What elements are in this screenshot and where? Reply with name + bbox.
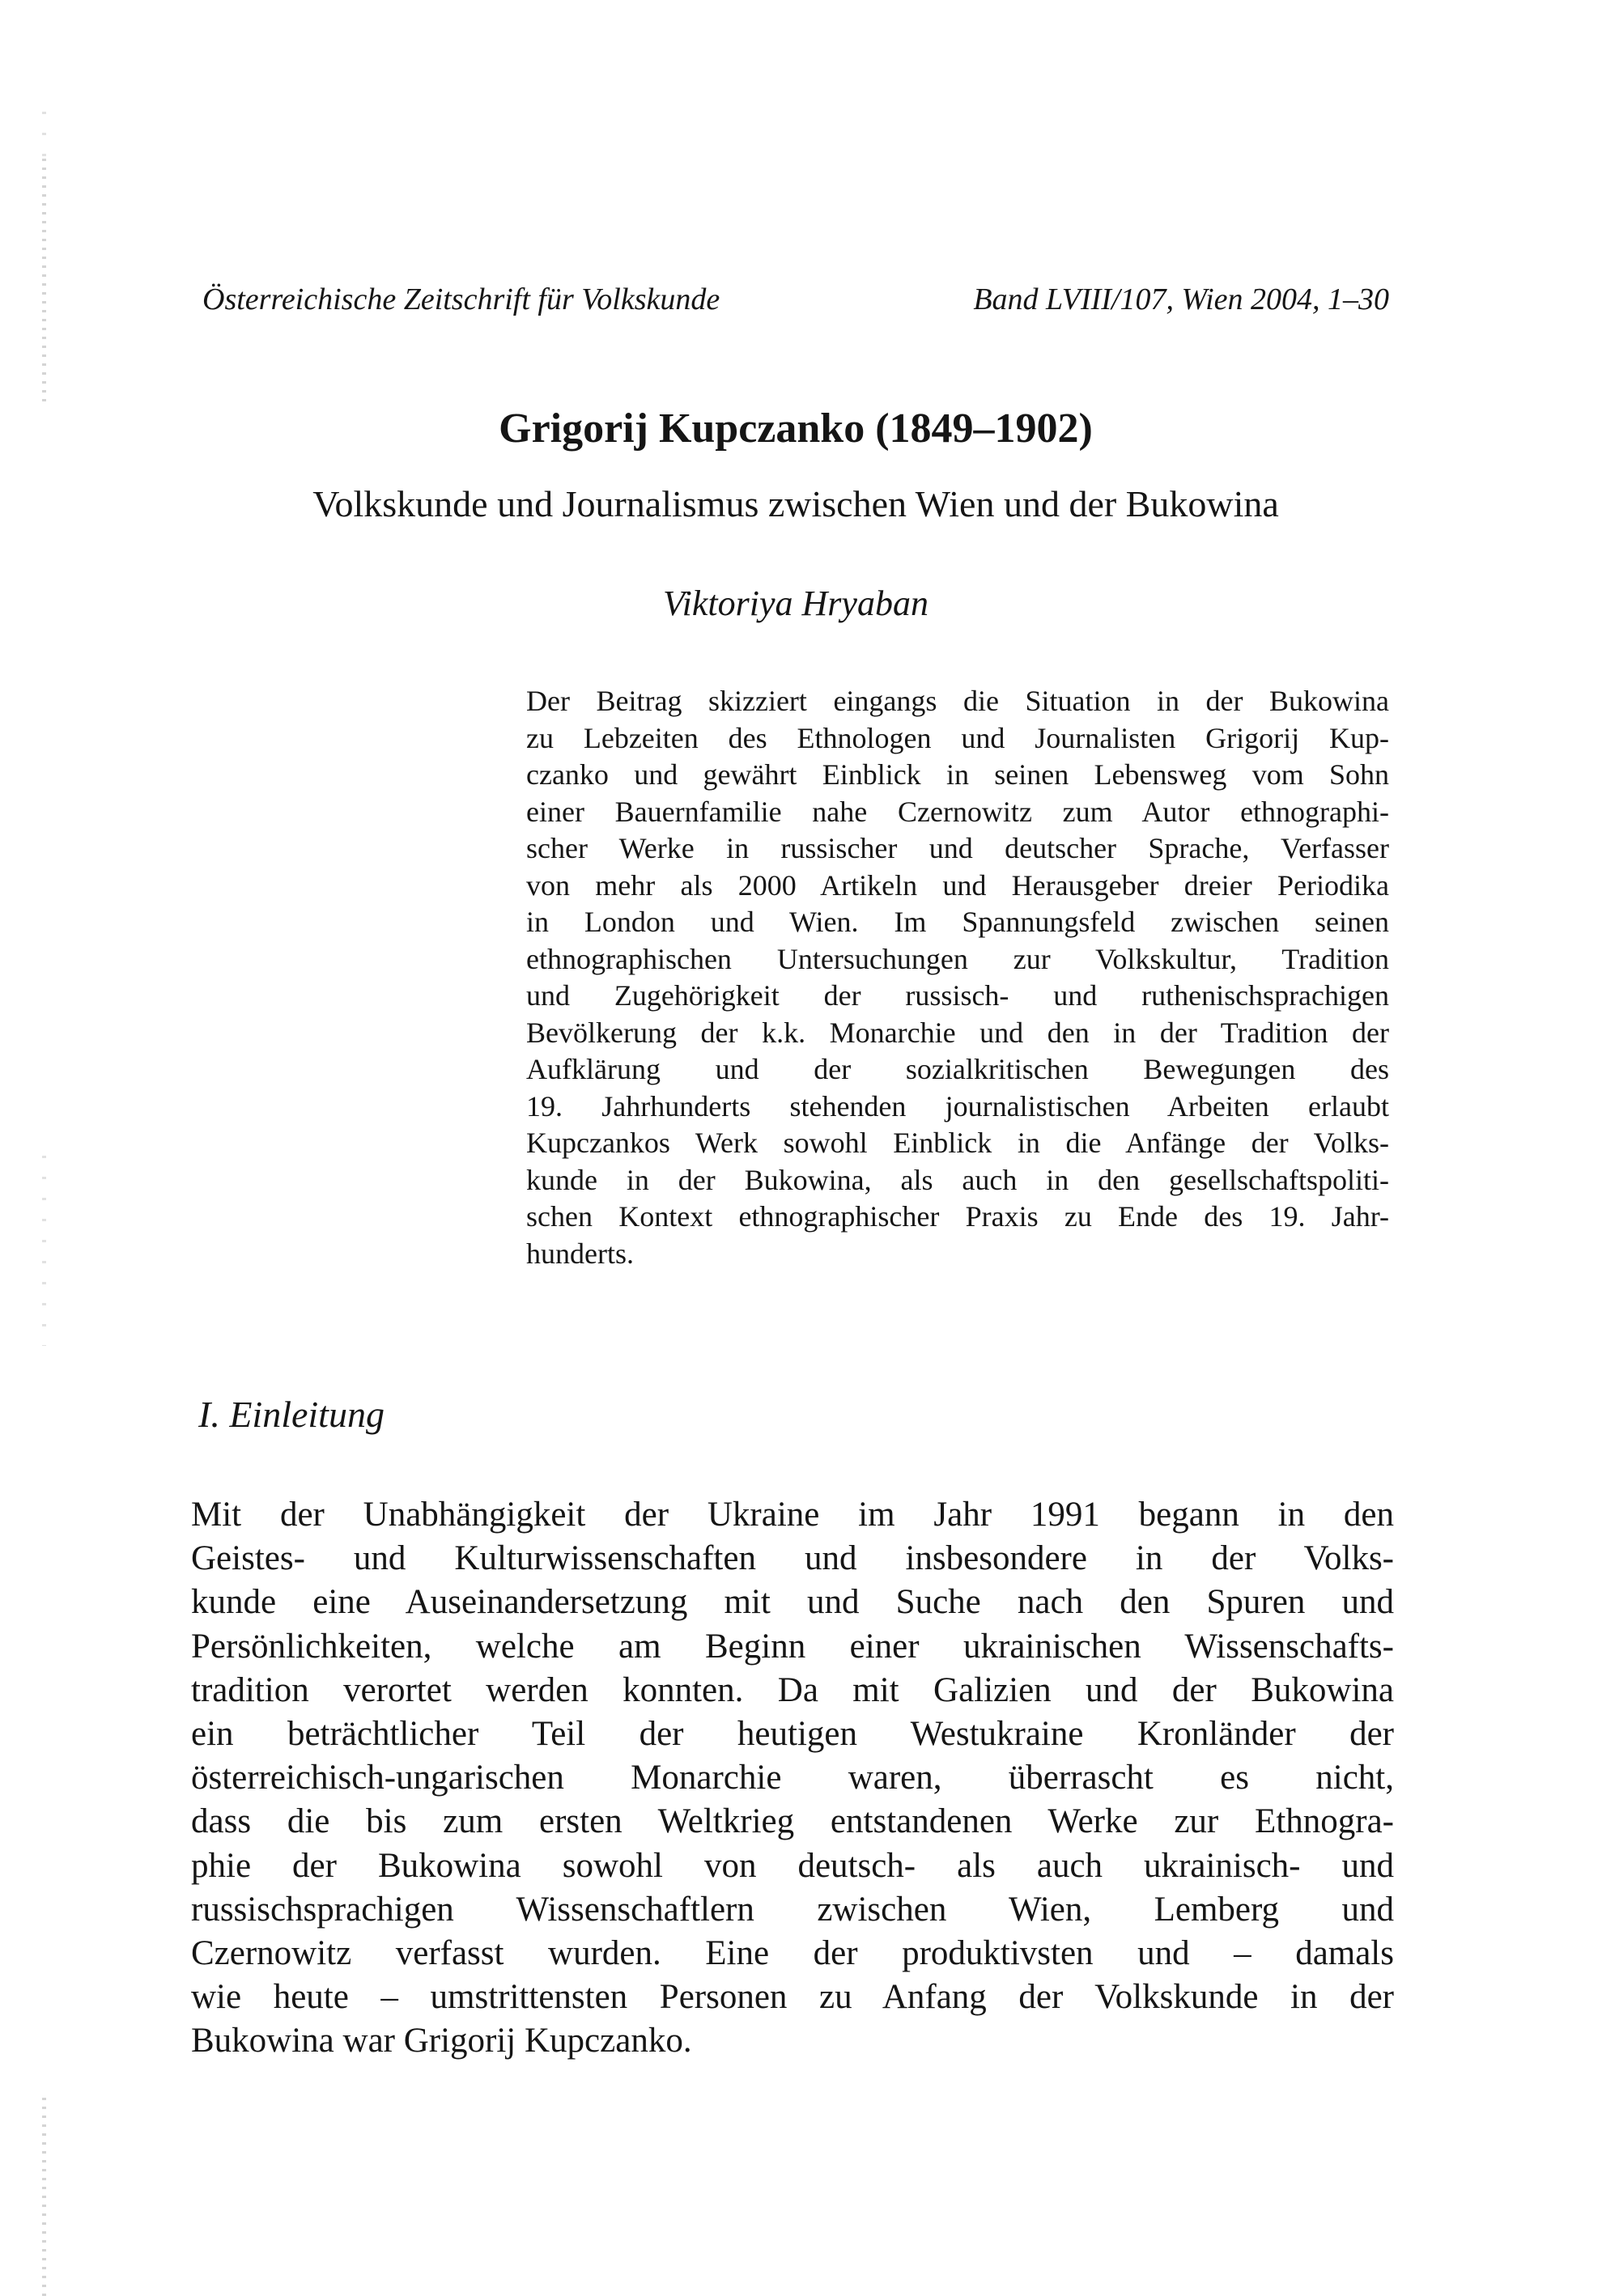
scan-artifact	[42, 112, 46, 160]
text-line: Der Beitrag skizziert eingangs die Situation in der Bukowina	[526, 685, 1389, 717]
text-line: ethnographischen Untersuchungen zur Volkskultur, Tradition	[526, 942, 1389, 975]
text-line: von mehr als 2000 Artikeln und Herausgeber dreier Periodika	[526, 868, 1389, 902]
text-line: dass die bis zum ersten Weltkrieg entstandenen Werke zur Ethnogra-	[191, 1802, 1394, 1841]
scan-artifact	[42, 2098, 46, 2296]
running-head	[202, 283, 1389, 317]
author-name: Viktoriya Hryaban	[663, 584, 928, 623]
text-line: in London und Wien. Im Spannungsfeld zwischen seinen	[526, 906, 1389, 938]
text-line: scher Werke in russischer und deutscher Sprache, Verfasser	[526, 832, 1389, 864]
issue-info: Band LVIII/107, Wien 2004, 1–30	[973, 282, 1389, 316]
text-line: 19. Jahrhunderts stehenden journalistischen Arbeiten erlaubt	[526, 1089, 1389, 1123]
text-line: Czernowitz verfasst wurden. Eine der produktivsten und – damals	[191, 1934, 1394, 1973]
article-title: Grigorij Kupczanko (1849–1902)	[499, 405, 1093, 452]
text-line: tradition verortet werden konnten. Da mit Galizien und der Bukowina	[191, 1670, 1394, 1709]
scan-artifact	[42, 1156, 46, 1346]
body-paragraph	[191, 1493, 1394, 2064]
text-line: Mit der Unabhängigkeit der Ukraine im Jahr 1991 begann in den	[191, 1496, 1394, 1534]
text-line: schen Kontext ethnographischer Praxis zu Ende des 19. Jahr-	[526, 1200, 1389, 1233]
article-subtitle: Volkskunde und Journalismus zwischen Wien und der Bukowina	[312, 483, 1279, 524]
text-line: ein beträchtlicher Teil der heutigen Westukraine Kronländer der	[191, 1715, 1394, 1754]
text-line: czanko und gewährt Einblick in seinen Lebensweg vom Sohn	[526, 758, 1389, 791]
text-line: einer Bauernfamilie nahe Czernowitz zum Autor ethnographi-	[526, 795, 1389, 828]
text-line: österreichisch-ungarischen Monarchie waren, überrascht es nicht,	[191, 1759, 1394, 1797]
text-line: Bukowina war Grigorij Kupczanko.	[191, 2022, 692, 2060]
text-line: russischsprachigen Wissenschaftlern zwischen Wien, Lemberg und	[191, 1890, 1394, 1929]
text-line: Bevölkerung der k.k. Monarchie und den in der Tradition der	[526, 1016, 1389, 1049]
scan-artifact	[42, 159, 46, 401]
text-line: und Zugehörigkeit der russisch- und ruthenischsprachigen	[526, 979, 1389, 1012]
text-line: Kupczankos Werk sowohl Einblick in die Anfänge der Volks-	[526, 1127, 1389, 1159]
text-line: Aufklärung und der sozialkritischen Bewegungen des	[526, 1053, 1389, 1085]
text-line: kunde in der Bukowina, als auch in den gesellschaftspoliti-	[526, 1163, 1389, 1196]
text-line: Geistes- und Kulturwissenschaften und insbesondere in der Volks-	[191, 1539, 1394, 1578]
text-line: Persönlichkeiten, welche am Beginn einer ukrainischen Wissenschafts-	[191, 1627, 1394, 1666]
text-line: phie der Bukowina sowohl von deutsch- als auch ukrainisch- und	[191, 1846, 1394, 1885]
text-line: kunde eine Auseinandersetzung mit und Suche nach den Spuren und	[191, 1583, 1394, 1622]
text-line: zu Lebzeiten des Ethnologen und Journalisten Grigorij Kup-	[526, 721, 1389, 754]
section-heading: I. Einleitung	[198, 1394, 385, 1435]
journal-name: Österreichische Zeitschrift für Volkskunde	[202, 282, 720, 316]
text-line: hunderts.	[526, 1237, 634, 1270]
abstract-paragraph	[526, 683, 1389, 1272]
text-line: wie heute – umstrittensten Personen zu Anfang der Volkskunde in der	[191, 1978, 1394, 2017]
